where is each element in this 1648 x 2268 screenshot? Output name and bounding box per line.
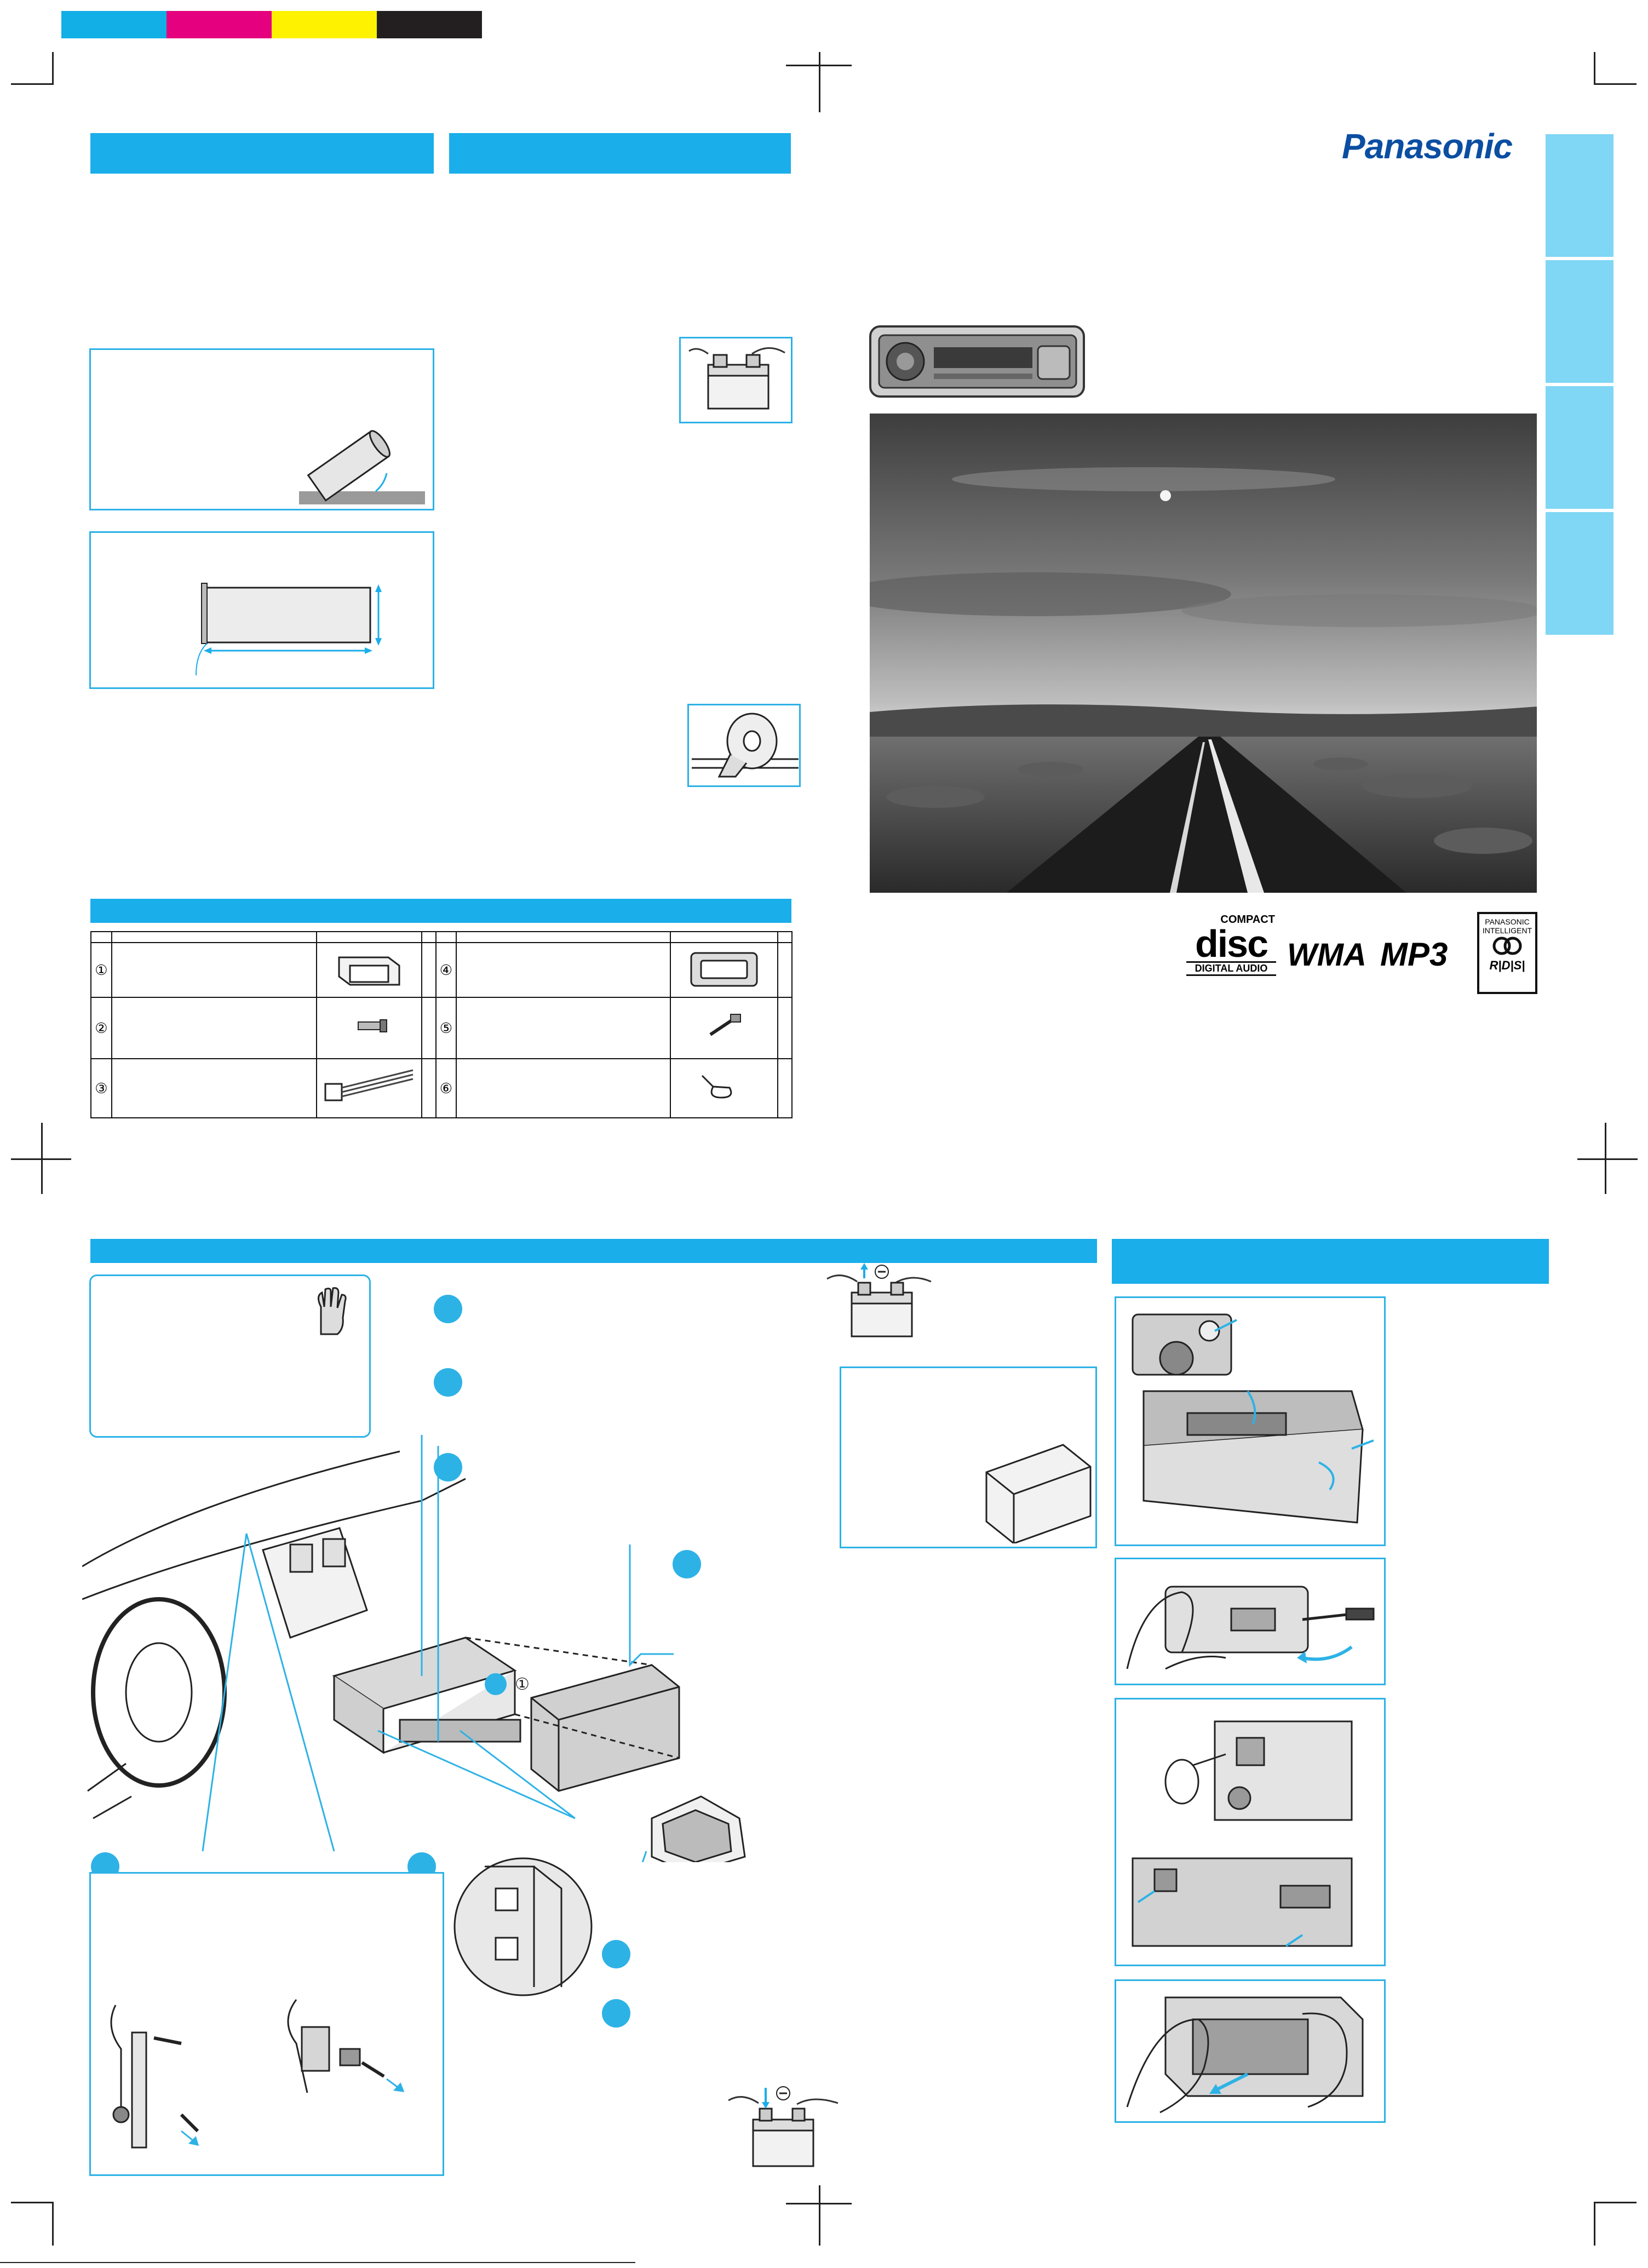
rds-logo	[1477, 912, 1537, 994]
battery-disconnect-icon	[824, 1260, 934, 1347]
rds-logo-line2: INTELLIGENT	[1482, 926, 1532, 935]
tape-box	[687, 704, 801, 787]
insulating-tape-icon	[692, 711, 799, 782]
step-circle-8	[602, 1999, 630, 2028]
battery-box-top	[679, 337, 793, 423]
glove-warning-box	[89, 1274, 371, 1438]
panasonic-logo: Panasonic	[1342, 127, 1513, 166]
side-tab-1	[1546, 134, 1613, 257]
detail-magnifier-circle	[452, 1856, 594, 1998]
table-header-row	[91, 932, 792, 943]
side-tab-2	[1546, 260, 1613, 383]
dash-opening-diagram	[190, 577, 398, 681]
road-sky-photo	[870, 414, 1537, 893]
table-row	[91, 997, 792, 1059]
table-row	[91, 1059, 792, 1118]
trim-plate-icon	[686, 946, 762, 990]
side-tab-4	[1546, 512, 1613, 635]
installation-header	[90, 1239, 1097, 1263]
cd-logo-top: COMPACT	[1220, 914, 1275, 926]
car-stereo-unit-illustration	[868, 324, 1087, 401]
power-connector-icon	[320, 1065, 418, 1109]
swatch-black	[377, 11, 482, 38]
removal-step-box-1	[1115, 1296, 1386, 1546]
rear-support-bolt-icon	[702, 1010, 746, 1043]
bracket-hardware-drawing	[99, 1983, 439, 2175]
accessory-number: ⑥	[436, 1059, 457, 1118]
glove-icon	[310, 1285, 354, 1337]
compact-disc-logo	[1184, 914, 1278, 990]
mounting-collar-icon	[334, 946, 405, 990]
battery-icon	[686, 343, 788, 420]
table-row	[91, 943, 792, 997]
removal-key-insertion-icon	[1122, 1705, 1379, 1962]
callout-ref: ①	[515, 1675, 530, 1694]
removal-step-box-4	[1115, 1979, 1386, 2123]
rds-logo-line1: PANASONIC	[1485, 917, 1530, 926]
cd-logo-disc: disc	[1195, 922, 1268, 965]
section-header-left	[90, 133, 434, 174]
accessory-number: ③	[91, 1059, 112, 1118]
step-circle-1	[434, 1295, 462, 1323]
rds-logo-mark: R|D|S|	[1489, 958, 1525, 972]
caution-box-angle	[89, 348, 434, 510]
battery-reconnect-icon	[726, 2081, 841, 2174]
bracket-detail-box	[89, 1872, 444, 2176]
step-circle-7	[602, 1940, 630, 1968]
removal-header	[1112, 1239, 1549, 1284]
accessory-number: ④	[436, 943, 457, 997]
side-tab-3	[1546, 386, 1613, 509]
color-registration-bar	[61, 11, 482, 38]
dashboard-installation-drawing	[82, 1435, 794, 1862]
step-circle-2	[434, 1368, 462, 1397]
faceplate-removal-icon	[1122, 1304, 1379, 1539]
rds-swirl-icon	[1491, 935, 1524, 957]
swatch-magenta	[166, 11, 272, 38]
wma-logo: WMA	[1287, 937, 1366, 973]
mounting-sleeve-note-box	[840, 1366, 1097, 1548]
accessory-number: ⑤	[436, 997, 457, 1059]
accessory-number: ②	[91, 997, 112, 1059]
accessories-header	[90, 899, 791, 923]
removal-step-box-2	[1115, 1558, 1386, 1685]
swatch-cyan	[61, 11, 166, 38]
mounting-bolt-icon	[347, 1010, 391, 1043]
accessory-number: ①	[91, 943, 112, 997]
tilted-unit-illustration	[299, 421, 430, 509]
unit-pullout-icon	[1122, 1986, 1379, 2118]
caution-box-opening	[89, 531, 434, 689]
cd-logo-bottom: DIGITAL AUDIO	[1186, 961, 1276, 976]
section-header-middle	[449, 133, 791, 174]
removal-step-box-3	[1115, 1698, 1386, 1966]
accessories-table	[90, 931, 793, 1118]
removal-key-icon	[697, 1070, 751, 1103]
mp3-logo: MP3	[1380, 936, 1448, 973]
screwdriver-removal-icon	[1122, 1565, 1379, 1680]
mounting-sleeve-icon	[981, 1434, 1096, 1543]
swatch-yellow	[272, 11, 377, 38]
